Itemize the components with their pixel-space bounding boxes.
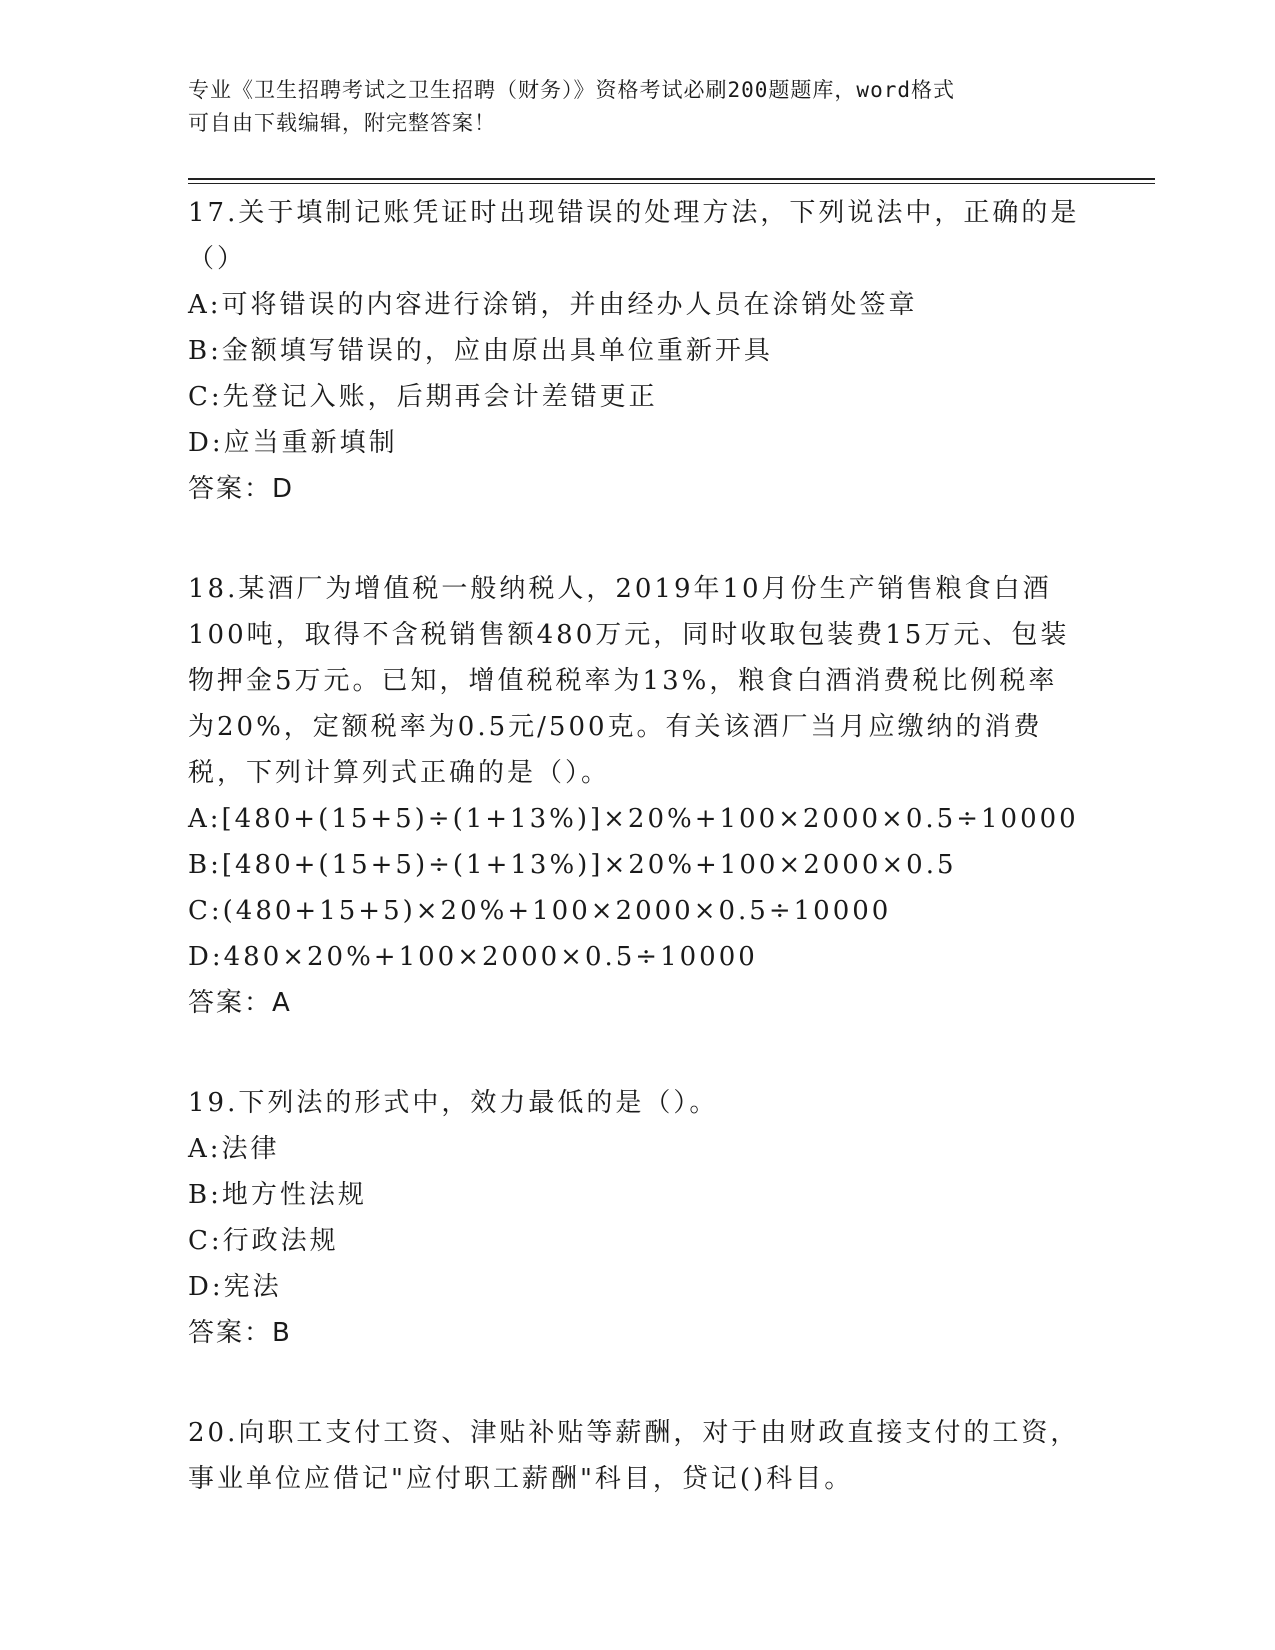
answer-label: 答案：D bbox=[188, 474, 295, 504]
header-divider-thin bbox=[188, 183, 1155, 184]
spacer bbox=[188, 1026, 1088, 1080]
question-stem-line: 18.某酒厂为增值税一般纳税人，2019年10月份生产销售粮食白酒 bbox=[188, 574, 1052, 604]
option-c: C:(480+15+5)×20%+100×2000×0.5÷10000 bbox=[188, 896, 892, 926]
question-stem-line: 19.下列法的形式中，效力最低的是（）。 bbox=[188, 1088, 719, 1118]
question-stem-line: 事业单位应借记"应付职工薪酬"科目，贷记()科目。 bbox=[188, 1464, 854, 1494]
question-19 bbox=[188, 1080, 1088, 1356]
question-list bbox=[188, 190, 1088, 1502]
option-c: C:先登记入账，后期再会计差错更正 bbox=[188, 382, 658, 412]
answer-label: 答案：A bbox=[188, 988, 292, 1018]
option-b: B:[480+(15+5)÷(1+13%)]×20%+100×2000×0.5 bbox=[188, 850, 957, 880]
answer-label: 答案：B bbox=[188, 1318, 292, 1348]
question-stem-line: 100吨，取得不含税销售额480万元，同时收取包装费15万元、包装 bbox=[188, 620, 1070, 650]
header-line-2: 可自由下载编辑，附完整答案！ bbox=[188, 111, 496, 135]
option-d: D:宪法 bbox=[188, 1272, 282, 1302]
option-c: C:行政法规 bbox=[188, 1226, 339, 1256]
header-divider-thick bbox=[188, 178, 1155, 180]
question-stem-line: 17.关于填制记账凭证时出现错误的处理方法，下列说法中，正确的是 bbox=[188, 198, 1080, 228]
question-17 bbox=[188, 190, 1088, 512]
question-20 bbox=[188, 1410, 1088, 1502]
header-line-1: 专业《卫生招聘考试之卫生招聘（财务）》资格考试必刷200题题库，word格式 bbox=[188, 78, 955, 102]
spacer bbox=[188, 1356, 1088, 1410]
option-a: A:可将错误的内容进行涂销，并由经办人员在涂销处签章 bbox=[188, 290, 918, 320]
option-d: D:应当重新填制 bbox=[188, 428, 398, 458]
question-stem-line: 物押金5万元。已知，增值税税率为13%，粮食白酒消费税比例税率 bbox=[188, 666, 1058, 696]
question-18 bbox=[188, 566, 1088, 1026]
option-a: A:法律 bbox=[188, 1134, 280, 1164]
option-b: B:金额填写错误的，应由原出具单位重新开具 bbox=[188, 336, 773, 366]
spacer bbox=[188, 512, 1088, 566]
option-d: D:480×20%+100×2000×0.5÷10000 bbox=[188, 942, 758, 972]
question-stem-line: 税，下列计算列式正确的是（）。 bbox=[188, 758, 611, 788]
document-header bbox=[188, 74, 1068, 140]
option-b: B:地方性法规 bbox=[188, 1180, 367, 1210]
question-stem-line: 为20%，定额税率为0.5元/500克。有关该酒厂当月应缴纳的消费 bbox=[188, 712, 1043, 742]
option-a: A:[480+(15+5)÷(1+13%)]×20%+100×2000×0.5÷10000 bbox=[188, 804, 1079, 834]
question-stem-line: 20.向职工支付工资、津贴补贴等薪酬，对于由财政直接支付的工资， bbox=[188, 1418, 1080, 1448]
question-stem-line: （） bbox=[188, 244, 247, 274]
